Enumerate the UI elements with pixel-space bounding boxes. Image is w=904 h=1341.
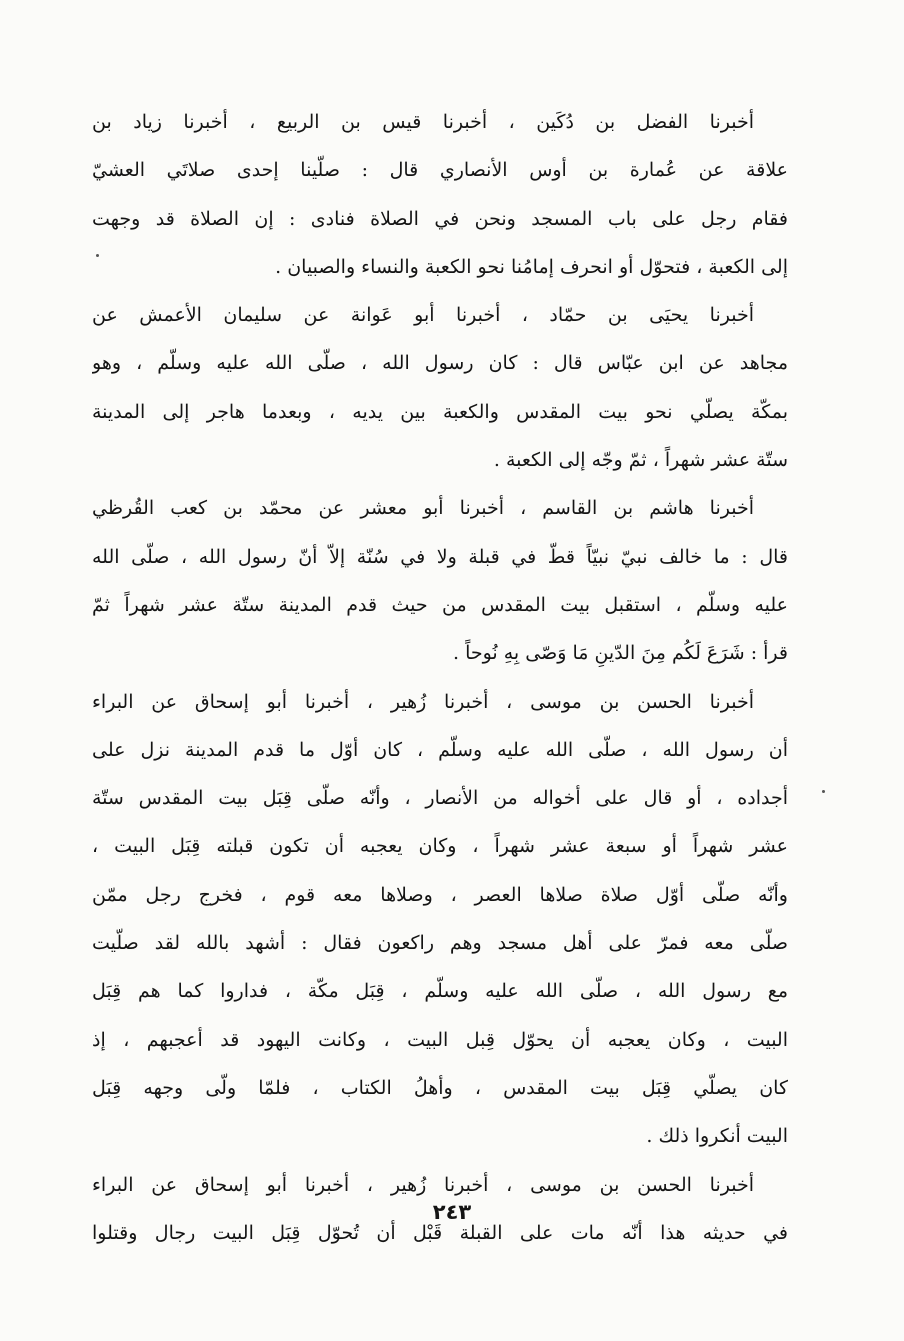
text-line: وأنّه صلّى أوّل صلاة صلاها العصر ، وصلاها معه قوم ، فخرج رجل ممّن bbox=[92, 883, 788, 906]
text-line: مجاهد عن ابن عبّاس قال : كان رسول الله ، صلّى الله عليه وسلّم ، وهو bbox=[92, 352, 788, 375]
text-line: ستّة عشر شهراً ، ثمّ وجّه إلى الكعبة . bbox=[493, 449, 788, 472]
text-line: أخبرنا الحسن بن موسى ، أخبرنا زُهير ، أخبرنا أبو إسحاق عن البراء bbox=[92, 690, 754, 713]
text-line: عليه وسلّم ، استقبل بيت المقدس من حيث قدم المدينة ستّة عشر شهراً ثمّ bbox=[92, 593, 788, 616]
text-line: عشر شهراً أو سبعة عشر شهراً ، وكان يعجبه أن تكون قبلته قِبَل البيت ، bbox=[92, 835, 788, 858]
text-line: قرأ : شَرَعَ لَكُم مِنَ الدّينِ مَا وَصّى بِهِ نُوحاً . bbox=[452, 642, 788, 665]
body-text bbox=[92, 98, 788, 1257]
scan-speck bbox=[822, 790, 825, 793]
text-line: أخبرنا يحيَى بن حمّاد ، أخبرنا أبو عَوانة عن سليمان الأعمش عن bbox=[92, 304, 754, 327]
text-line: كان يصلّي قِبَل بيت المقدس ، وأهلُ الكتاب ، فلمّا ولّى وجهه قِبَل bbox=[92, 1076, 788, 1099]
text-line: أخبرنا هاشم بن القاسم ، أخبرنا أبو معشر عن محمّد بن كعب القُرظي bbox=[92, 497, 754, 520]
page-number: ٢٤٣ bbox=[432, 1200, 472, 1224]
text-line: البيت ، وكان يعجبه أن يحوّل قِبل البيت ، وكانت اليهود قد أعجبهم ، إذ bbox=[92, 1028, 788, 1051]
text-line: فقام رجل على باب المسجد ونحن في الصلاة فنادى : إن الصلاة قد وجهت bbox=[92, 207, 788, 230]
text-line: قال : ما خالف نبيّ نبيّاً قطّ في قبلة ولا في سُنّة إلاّ أنّ رسول الله ، صلّى الله bbox=[92, 545, 788, 568]
text-line: إلى الكعبة ، فتحوّل أو انحرف إمامُنا نحو الكعبة والنساء والصبيان . bbox=[275, 255, 788, 278]
text-line: أخبرنا الفضل بن دُكَين ، أخبرنا قيس بن الربيع ، أخبرنا زياد بن bbox=[92, 111, 754, 133]
text-line: بمكّة يصلّي نحو بيت المقدس والكعبة بين يديه ، وبعدما هاجر إلى المدينة bbox=[92, 400, 788, 423]
text-line: أن رسول الله ، صلّى الله عليه وسلّم ، كان أوّل ما قدم المدينة نزل على bbox=[92, 738, 788, 761]
text-line: أجداده ، أو قال على أخواله من الأنصار ، وأنّه صلّى قِبَل بيت المقدس ستّة bbox=[92, 787, 788, 810]
text-line: صلّى معه فمرّ على أهل مسجد وهم راكعون فقال : أشهد بالله لقد صلّيت bbox=[92, 932, 788, 955]
text-line: البيت أنكروا ذلك . bbox=[646, 1125, 788, 1148]
text-line: في حديثه هذا أنّه مات على القبلة قَبْل أن تُحوّل قِبَل البيت رجال وقتلوا bbox=[92, 1221, 788, 1244]
text-line: علاقة عن عُمارة بن أوس الأنصاري قال : صلّينا إحدى صلاتَي العشيّ bbox=[92, 159, 788, 182]
text-line: أخبرنا الحسن بن موسى ، أخبرنا زُهير ، أخبرنا أبو إسحاق عن البراء bbox=[92, 1173, 754, 1196]
scan-speck bbox=[96, 254, 99, 257]
text-line: مع رسول الله ، صلّى الله عليه وسلّم ، قِبَل مكّة ، فداروا كما هم قِبَل bbox=[92, 980, 788, 1003]
